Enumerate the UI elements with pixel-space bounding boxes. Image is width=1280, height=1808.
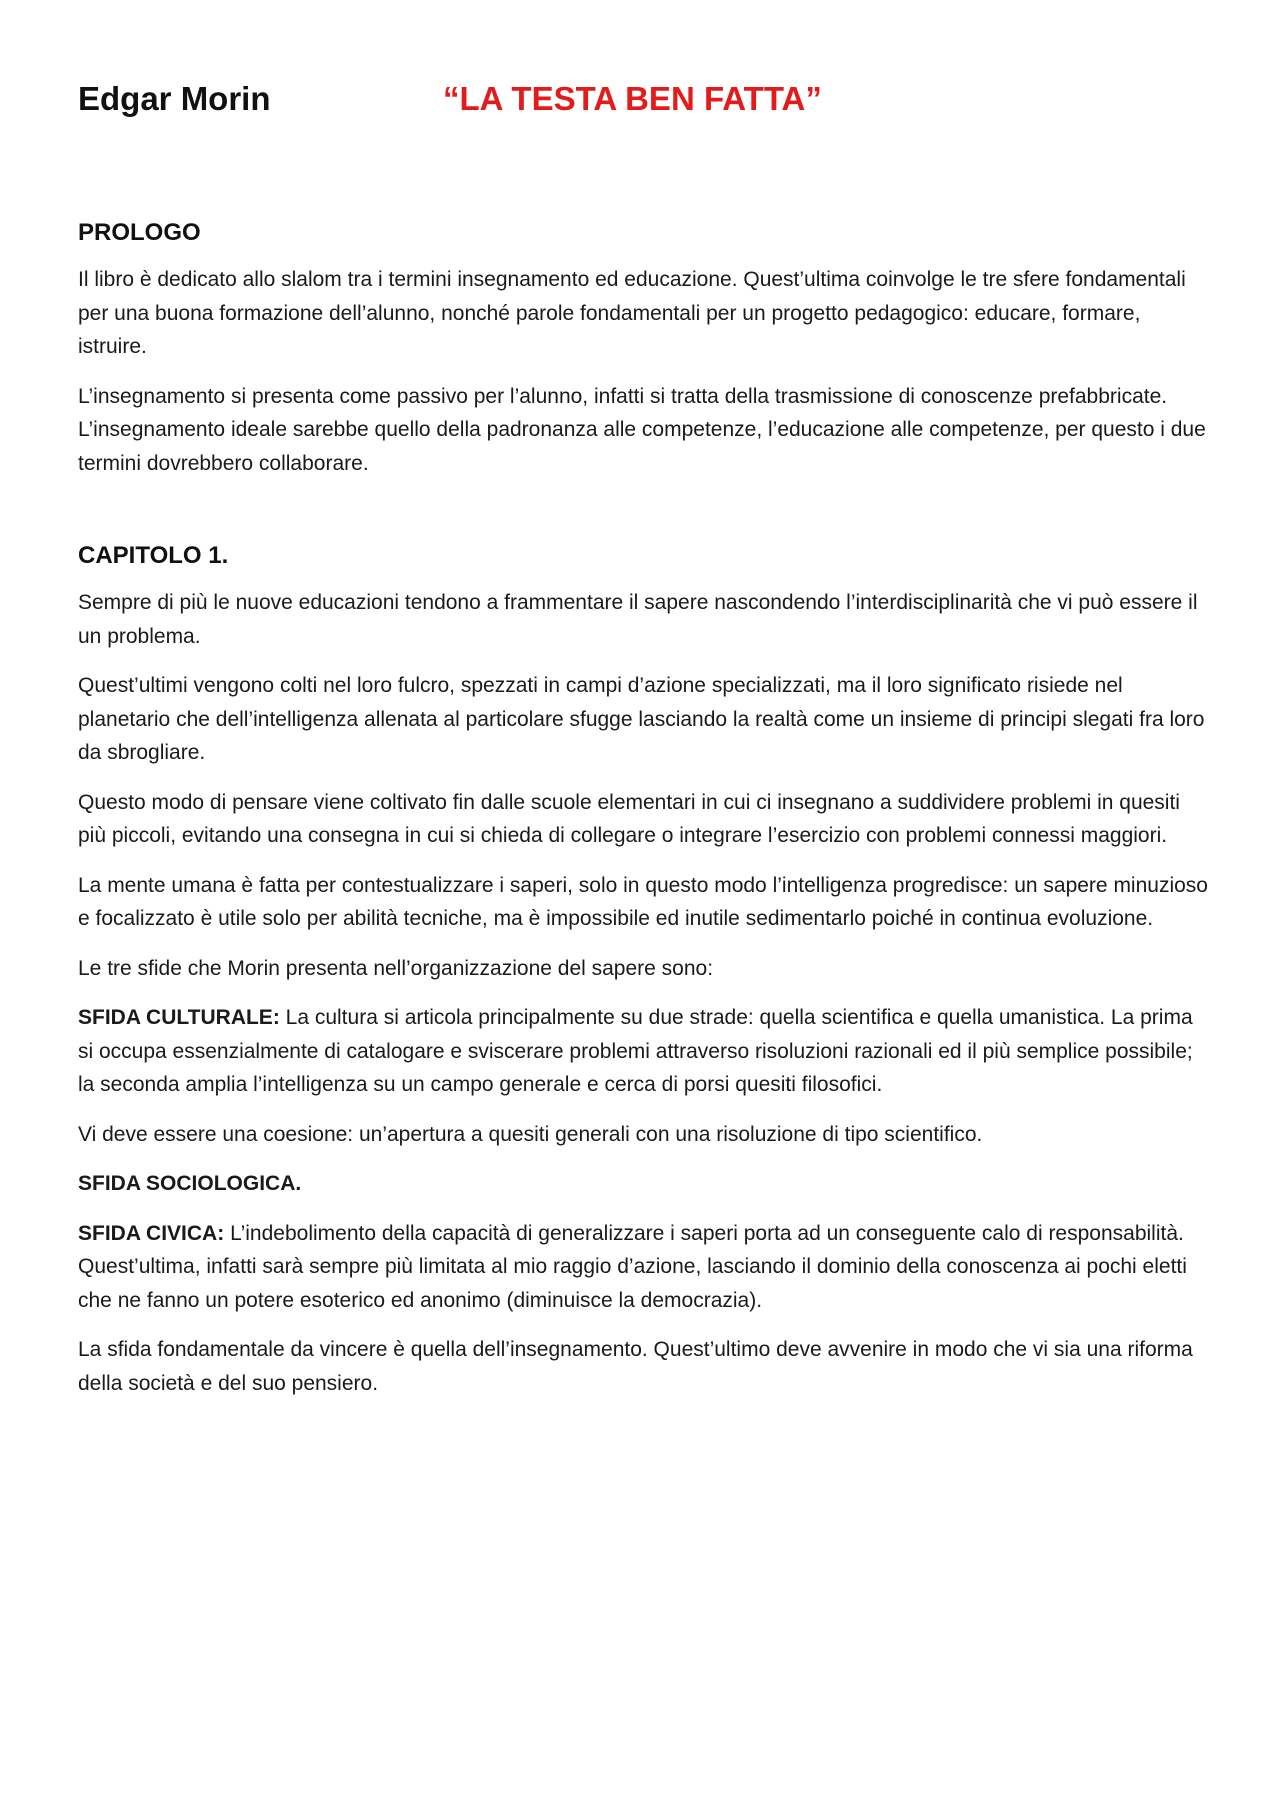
sfida-civica-label: SFIDA CIVICA: <box>78 1221 225 1245</box>
capitolo1-paragraph-1: Sempre di più le nuove educazioni tendono a frammentare il sapere nascondendo l’interdisciplinarità che vi può essere il un problema. <box>78 591 1198 648</box>
sfida-culturale-paragraph <box>78 1001 1220 1102</box>
sfida-culturale-label: SFIDA CULTURALE: <box>78 1006 280 1029</box>
capitolo1-paragraph-5: Le tre sfide che Morin presenta nell’organizzazione del sapere sono: <box>78 956 714 980</box>
capitolo1-section <box>78 542 1220 1400</box>
author-name: Edgar Morin <box>78 80 271 117</box>
capitolo1-paragraph-4: La mente umana è fatta per contestualizzare i saperi, solo in questo modo l’intelligenza progredisce: un sapere minuzioso e focalizzato è utile solo per abilità tecniche, ma è impossibile ed inutile sedimentarlo poiché in continua evoluzione. <box>78 873 1208 930</box>
sfida-civica-paragraph <box>78 1217 1220 1318</box>
prologo-section <box>78 219 1220 480</box>
prologo-paragraph-2: L’insegnamento si presenta come passivo per l’alunno, infatti si tratta della trasmissione di conoscenze prefabbricate. L’insegnamento ideale sarebbe quello della padronanza alle competenze, l’educazione alle competenze, per questo i due termini dovrebbero collaborare. <box>78 384 1206 475</box>
capitolo1-heading: CAPITOLO 1. <box>78 542 229 569</box>
prologo-heading: PROLOGO <box>78 219 201 246</box>
document-header <box>78 80 1220 136</box>
sfida-culturale-text: La cultura si articola principalmente su due strade: quella scientifica e quella umanistica. La prima si occupa essenzialmente di catalogare e sviscerare problemi attraverso risoluzioni razionali ed il più semplice possibile; la seconda amplia l’intelligenza su un campo generale e cerca di porsi quesiti filosofici. <box>78 1006 1193 1096</box>
prologo-paragraph-1: Il libro è dedicato allo slalom tra i termini insegnamento ed educazione. Quest’ultima coinvolge le tre sfere fondamentali per una buona formazione dell’alunno, nonché parole fondamentali per un progetto pedagogico: educare, formare, istruire. <box>78 268 1186 358</box>
coesione-paragraph: Vi deve essere una coesione: un’apertura a quesiti generali con una risoluzione di tipo scientifico. <box>78 1122 983 1146</box>
book-title: “LA TESTA BEN FATTA” <box>443 80 822 117</box>
capitolo1-paragraph-2: Quest’ultimi vengono colti nel loro fulcro, spezzati in campi d’azione specializzati, ma il loro significato risiede nel planetario che dell’intelligenza allenata al particolare sfugge lasciando la realtà come un insieme di principi slegati fra loro da sbrogliare. <box>78 674 1205 764</box>
sfida-sociologica-label: SFIDA SOCIOLOGICA. <box>78 1172 302 1195</box>
sfida-civica-text: L’indebolimento della capacità di generalizzare i saperi porta ad un conseguente calo di responsabilità. Quest’ultima, infatti sarà sempre più limitata al mio raggio d’azione, lasciando il dominio della conoscenza ai pochi eletti che ne fanno un potere esoterico ed anonimo (diminuisce la democrazia). <box>78 1221 1187 1312</box>
conclusione-paragraph: La sfida fondamentale da vincere è quella dell’insegnamento. Quest’ultimo deve avvenire in modo che vi sia una riforma della società e del suo pensiero. <box>78 1338 1193 1395</box>
capitolo1-paragraph-3: Questo modo di pensare viene coltivato fin dalle scuole elementari in cui ci insegnano a suddividere problemi in quesiti più piccoli, evitando una consegna in cui si chieda di collegare o integrare l’esercizio con problemi connessi maggiori. <box>78 790 1180 847</box>
sfida-sociologica-paragraph <box>78 1167 1220 1201</box>
